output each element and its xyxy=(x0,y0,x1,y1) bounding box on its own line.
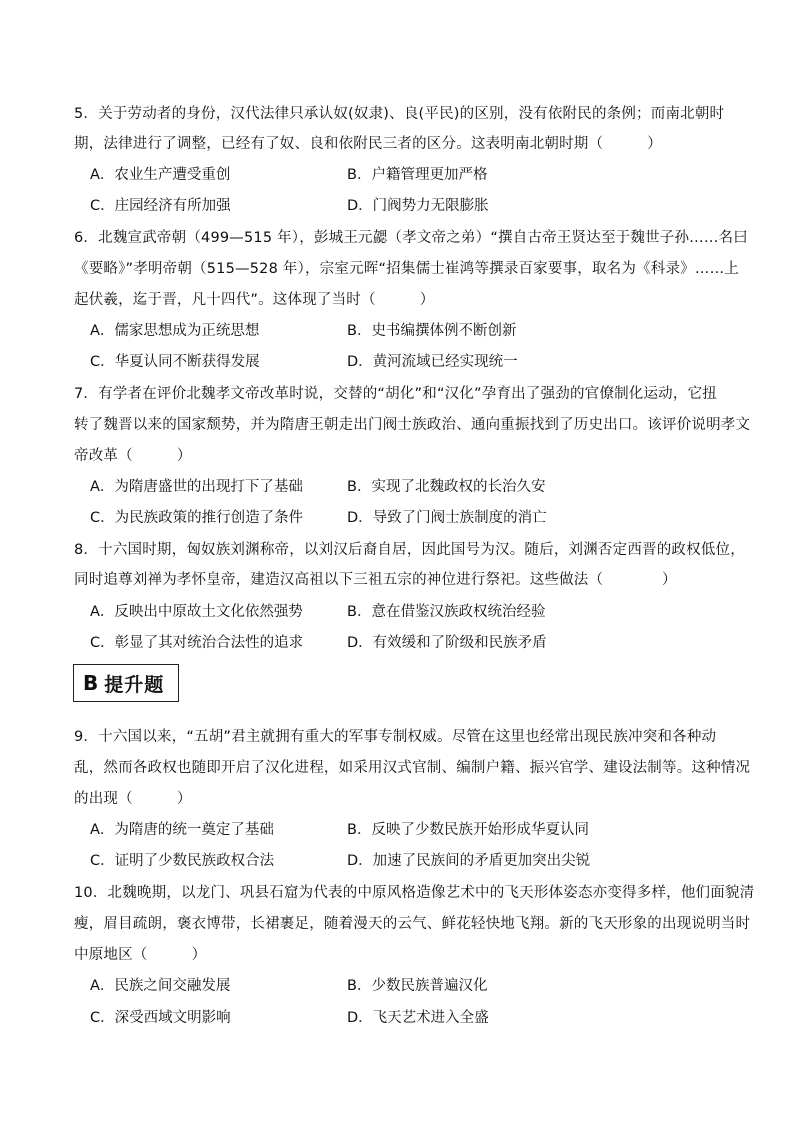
q5-option-a: A．农业生产遭受重创 xyxy=(90,167,231,183)
q6-option-a: A．儒家思想成为正统思想 xyxy=(90,323,260,339)
q6-stem-line-1: 6．北魏宣武帝朝（499—515 年），彭城王元勰（孝文帝之弟）“撰自古帝王贤达至于魏世子孙……名曰 xyxy=(74,230,748,246)
q5-option-c: C．庄园经济有所加强 xyxy=(90,198,231,214)
q8-option-d: D．有效缓和了阶级和民族矛盾 xyxy=(347,635,547,651)
q10-option-b: B．少数民族普遍汉化 xyxy=(347,978,488,994)
q8-option-a: A．反映出中原故土文化依然强势 xyxy=(90,604,303,620)
section-header-box xyxy=(73,664,179,702)
q10-stem-line-1: 10．北魏晚期，以龙门、巩县石窟为代表的中原风格造像艺术中的飞天形体姿态亦变得多样，他们面貌清 xyxy=(74,885,755,901)
q9-stem-line-2: 乱，然而各政权也随即开启了汉化进程，如采用汉式官制、编制户籍、振兴官学、建设法制等。这种情况 xyxy=(74,760,751,776)
q5-option-b: B．户籍管理更加严格 xyxy=(347,167,488,183)
q8-option-c: C．彰显了其对统治合法性的追求 xyxy=(90,635,304,651)
q9-option-d: D．加速了民族间的矛盾更加突出尖锐 xyxy=(347,853,591,869)
q6-option-c: C．华夏认同不断获得发展 xyxy=(90,354,260,370)
q5-option-d: D．门阀势力无限膨胀 xyxy=(347,198,489,214)
q6-option-b: B．史书编撰体例不断创新 xyxy=(347,323,517,339)
q10-stem-line-3: 中原地区（ ） xyxy=(74,947,207,963)
q7-option-a: A．为隋唐盛世的出现打下了基础 xyxy=(90,479,303,495)
q7-option-b: B．实现了北魏政权的长治久安 xyxy=(347,479,546,495)
q6-stem-line-3: 起伏羲，迄于晋，凡十四代”。这体现了当时（ ） xyxy=(74,292,435,308)
q7-option-c: C．为民族政策的推行创造了条件 xyxy=(90,510,304,526)
q6-stem-line-2: 《要略》”孝明帝朝（515—528 年），宗室元晖“招集儒士崔鸿等撰录百家要事，取名为《科录》……上 xyxy=(74,261,739,277)
q9-stem-line-3: 的出现（ ） xyxy=(74,791,192,807)
q10-stem-line-2: 瘦，眉目疏朗，褒衣博带，长裙裹足，随着漫天的云气、鲜花轻快地飞翔。新的飞天形象的出现说明当时 xyxy=(74,916,751,932)
q6-option-d: D．黄河流域已经实现统一 xyxy=(347,354,518,370)
section-letter: B xyxy=(83,671,99,695)
q9-option-b: B．反映了少数民族开始形成华夏认同 xyxy=(347,822,589,838)
section-title: 提升题 xyxy=(104,673,165,696)
q10-option-d: D．飞天艺术进入全盛 xyxy=(347,1010,489,1026)
q7-stem-line-1: 7．有学者在评价北魏孝文帝改革时说，交替的“胡化”和“汉化”孕育出了强劲的官僚制化运动，它扭 xyxy=(74,386,717,402)
q5-stem-line-2: 期，法律进行了调整，已经有了奴、良和依附民三者的区分。这表明南北朝时期（ ） xyxy=(74,136,662,152)
q8-stem-line-1: 8．十六国时期，匈奴族刘渊称帝，以刘汉后裔自居，因此国号为汉。随后，刘渊否定西晋的政权低位， xyxy=(74,542,745,558)
q8-option-b: B．意在借鉴汉族政权统治经验 xyxy=(347,604,546,620)
q9-option-c: C．证明了少数民族政权合法 xyxy=(90,853,275,869)
q8-stem-line-2: 同时追尊刘禅为孝怀皇帝，建造汉高祖以下三祖五宗的神位进行祭祀。这些做法（ ） xyxy=(74,572,677,588)
q7-stem-line-3: 帝改革（ ） xyxy=(74,448,192,464)
q9-stem-line-1: 9．十六国以来，“五胡”君主就拥有重大的军事专制权威。尽管在这里也经常出现民族冲突和各种动 xyxy=(74,729,717,745)
q10-option-c: C．深受西域文明影响 xyxy=(90,1010,231,1026)
q7-option-d: D．导致了门阀士族制度的消亡 xyxy=(347,510,547,526)
q5-stem-line-1: 5．关于劳动者的身份，汉代法律只承认奴(奴隶)、良(平民)的区别，没有依附民的条例；而南北朝时 xyxy=(74,106,725,122)
q7-stem-line-2: 转了魏晋以来的国家颓势，并为隋唐王朝走出门阀士族政治、通向重振找到了历史出口。该评价说明孝文 xyxy=(74,417,751,433)
q9-option-a: A．为隋唐的统一奠定了基础 xyxy=(90,822,274,838)
q10-option-a: A．民族之间交融发展 xyxy=(90,978,231,994)
